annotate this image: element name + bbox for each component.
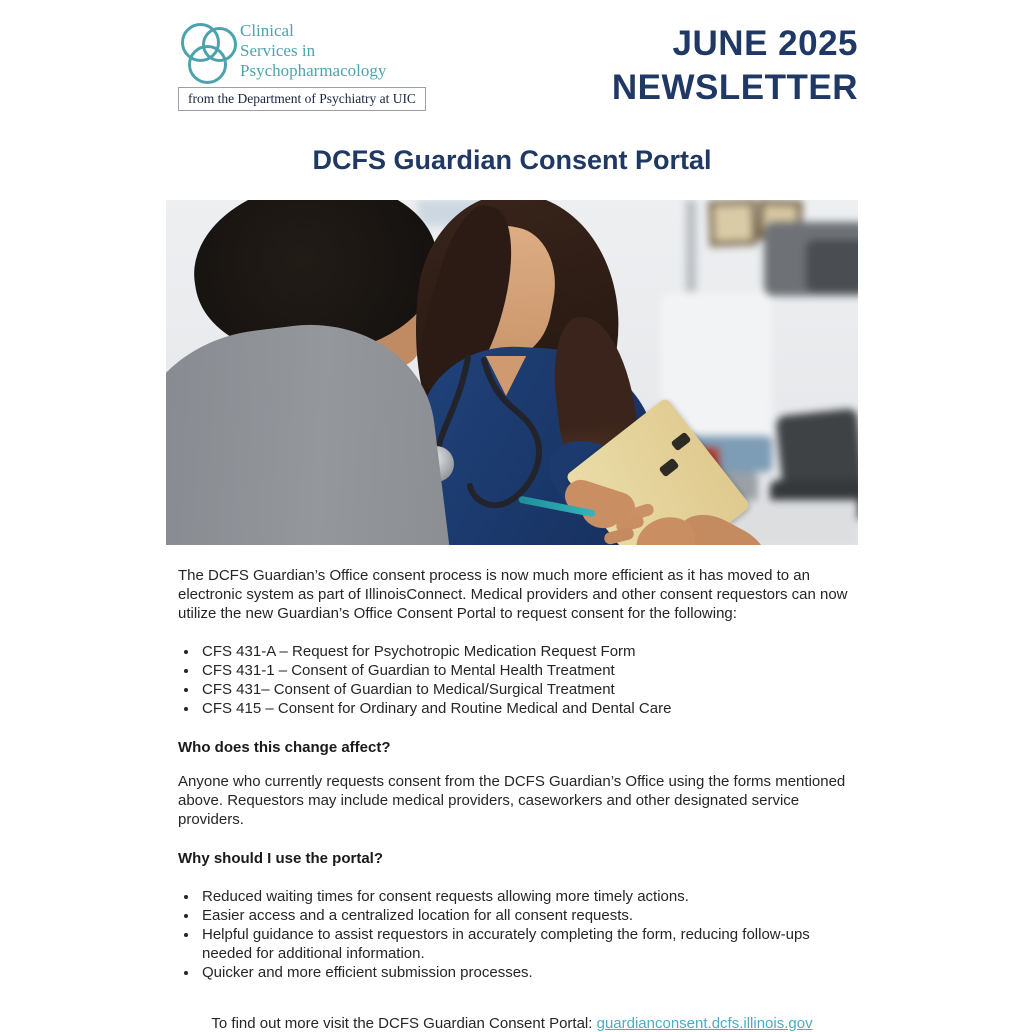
- portal-link[interactable]: guardianconsent.dcfs.illinois.gov: [596, 1015, 813, 1032]
- footer-text: To find out more visit the DCFS Guardian Consent Portal:: [211, 1015, 597, 1032]
- list-item: • Reduced waiting times for consent requests allowing more timely actions.: [199, 887, 854, 906]
- list-item: • CFS 431-A – Request for Psychotropic Medication Request Form: [199, 642, 854, 661]
- list-item: • Easier access and a centralized location for all consent requests.: [199, 906, 854, 925]
- list-item: • CFS 415 – Consent for Ordinary and Routine Medical and Dental Care: [199, 699, 854, 718]
- list-item: • Helpful guidance to assist requestors in accurately completing the form, reducing follow-ups needed for additional information.: [199, 925, 854, 963]
- newsletter-title-line2: NEWSLETTER: [611, 68, 858, 108]
- intro-paragraph: The DCFS Guardian’s Office consent process is now much more efficient as it has moved to an electronic system as part of IllinoisConnect. Medical providers and other consent requestors can now utilize the new Guardian’s Office Consent Portal to request consent for the following:: [178, 567, 848, 622]
- list-item: • Quicker and more efficient submission processes.: [199, 963, 854, 982]
- logo-line: Services in: [240, 40, 316, 60]
- section-heading-who: Who does this change affect?: [178, 739, 391, 756]
- logo-circles-icon: [178, 14, 240, 82]
- forms-list: [178, 642, 854, 718]
- org-logo: [166, 14, 426, 111]
- newsletter-title-line1: JUNE 2025: [672, 24, 858, 63]
- list-item: • CFS 431– Consent of Guardian to Medical/Surgical Treatment: [199, 680, 854, 699]
- logo-circle: [188, 45, 227, 84]
- section-heading-why: Why should I use the portal?: [178, 850, 384, 867]
- benefits-list: [178, 887, 854, 982]
- newsletter-page: [166, 0, 858, 1032]
- hero-photo: [166, 200, 858, 545]
- logo-line: Psychopharmacology: [240, 60, 387, 80]
- logo-wordmark: [240, 14, 386, 81]
- who-paragraph: Anyone who currently requests consent from the DCFS Guardian’s Office using the forms mentioned above. Requestors may include medical providers, caseworkers and other designated service providers.: [178, 773, 846, 828]
- logo-caption: from the Department of Psychiatry at UIC: [178, 87, 426, 111]
- article-title: DCFS Guardian Consent Portal: [312, 145, 712, 175]
- logo-line: Clinical: [240, 21, 294, 40]
- newsletter-title: [612, 14, 858, 111]
- list-item: • CFS 431-1 – Consent of Guardian to Mental Health Treatment: [199, 661, 854, 680]
- logo-lockup: [178, 14, 426, 82]
- article-body: [166, 566, 858, 982]
- masthead: [166, 0, 858, 111]
- photo-foreground: [166, 200, 858, 545]
